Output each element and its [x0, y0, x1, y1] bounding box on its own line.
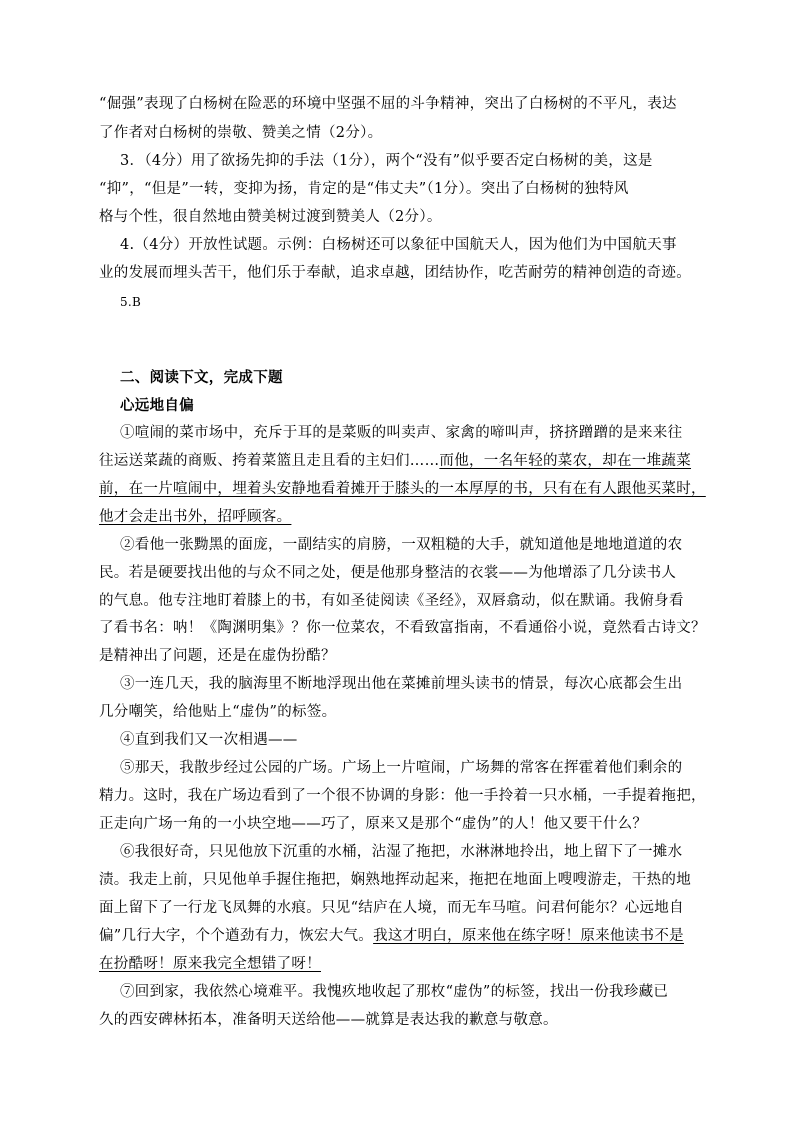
paragraph-3-line-2: 几分嘲笑，给他贴上“虚伪”的标签。	[99, 704, 337, 720]
paragraph-5-line-1: ⑤那天，我散步经过公园的广场。广场上一片喧闹，广场舞的常客在挥霍着他们剩余的	[120, 760, 683, 776]
answer-2-line-2: 了作者对白杨树的崇敬、赞美之情（2分）。	[99, 125, 383, 141]
paragraph-1-line-2	[99, 451, 691, 471]
paragraph-2-line-2: 民。若是硬要找出他的与众不同之处，便是他那身整洁的衣裳——为他增添了几分读书人	[99, 565, 677, 581]
paragraph-6-line-2: 渍。我走上前，只见他单手握住拖把，娴熟地挥动起来，拖把在地面上嗖嗖游走，干热的地	[99, 872, 691, 888]
answer-5: 5.B	[120, 295, 142, 309]
paragraph-2-line-4: 了看书名：呐！《陶渊明集》？你一位菜农，不看致富指南，不看通俗小说，竟然看古诗文？	[99, 620, 706, 636]
paragraph-1-line-2-plain: 往运送菜蔬的商贩、挎着菜篮且走且看的主妇们……	[99, 453, 440, 469]
answer-3-line-2: “抑”，“但是”一转，变抑为扬，肯定的是“伟丈夫”（1分）。突出了白杨树的独特风	[99, 181, 629, 197]
answer-4-line-1: 4.（4分）开放性试题。示例：白杨树还可以象征中国航天人，因为他们为中国航天事	[120, 237, 677, 253]
paragraph-1-underlined-start: 而他，一名年轻的菜农，却在一堆蔬菜	[439, 453, 692, 469]
paragraph-2-line-3: 的气息。他专注地盯着膝上的书，有如圣徒阅读《圣经》，双唇翕动，似在默诵。我俯身看	[99, 593, 684, 609]
paragraph-6-underlined-line-5: 在扮酷呀！原来我完全想错了呀！	[99, 956, 321, 972]
paragraph-7-line-2: 久的西安碑林拓本，准备明天送给他——就算是表达我的歉意与敬意。	[99, 1012, 558, 1028]
paragraph-3-line-1: ③一连几天，我的脑海里不断地浮现出他在菜摊前埋头读书的情景，每次心底都会生出	[120, 676, 683, 692]
paragraph-2-line-1: ②看他一张黝黑的面庞，一副结实的肩膀，一双粗糙的大手，就知道他是地地道道的农	[120, 537, 683, 553]
paragraph-5-line-3: 正走向广场一角的一小块空地——巧了，原来又是那个“虚伪”的人！他又要干什么？	[99, 816, 648, 832]
paragraph-6-line-4-plain: 偏”几行大字，个个遒劲有力，恢宏大气。	[99, 928, 374, 944]
answer-3-line-1: 3．（4分）用了欲扬先抑的手法（1分），两个“没有”似乎要否定白杨树的美，这是	[120, 153, 653, 169]
paragraph-2-line-5: 是精神出了问题，还是在虚伪扮酷？	[99, 648, 336, 664]
paragraph-6-underlined-start: 我这才明白，原来他在练字呀！原来他读书不是	[373, 928, 684, 944]
paragraph-1-line-1: ①喧闹的菜市场中，充斥于耳的是菜贩的叫卖声、家禽的啼叫声，挤挤蹭蹭的是来来往	[120, 425, 683, 441]
section-heading: 二、阅读下文，完成下题	[120, 369, 283, 386]
paragraph-1-underlined-line-4: 他才会走出书外，招呼顾客。	[99, 509, 292, 525]
paragraph-6-line-4	[99, 926, 684, 946]
paragraph-1-underlined-line-3: 前，在一片喧闹中，埋着头安静地看着摊开于膝头的一本厚厚的书，只有在有人跟他买菜时，	[99, 481, 706, 497]
passage-title: 心远地自偏	[120, 397, 194, 414]
paragraph-6-line-1: ⑥我很好奇，只见他放下沉重的水桶，沾湿了拖把，水淋淋地拎出，地上留下了一摊水	[120, 844, 683, 860]
paragraph-6-line-3: 面上留下了一行龙飞凤舞的水痕。只见“结庐在人境，而无车马喧。问君何能尔？心远地自	[99, 900, 684, 916]
answer-3-line-3: 格与个性，很自然地由赞美树过渡到赞美人（2分）。	[99, 209, 442, 225]
paragraph-4: ④直到我们又一次相遇——	[120, 732, 298, 748]
paragraph-5-line-2: 精力。这时，我在广场边看到了一个很不协调的身影：他一手拎着一只水桶，一手提着拖把，	[99, 788, 706, 804]
paragraph-7-line-1: ⑦回到家，我依然心境难平。我愧疚地收起了那枚“虚伪”的标签，找出一份我珍藏已	[120, 984, 669, 1000]
answer-4-line-2: 业的发展而埋头苦干，他们乐于奉献，追求卓越，团结协作，吃苦耐劳的精神创造的奇迹。	[99, 265, 691, 281]
answer-2-line-1: “倔强”表现了白杨树在险恶的环境中坚强不屈的斗争精神，突出了白杨树的不平凡，表达	[99, 96, 677, 112]
